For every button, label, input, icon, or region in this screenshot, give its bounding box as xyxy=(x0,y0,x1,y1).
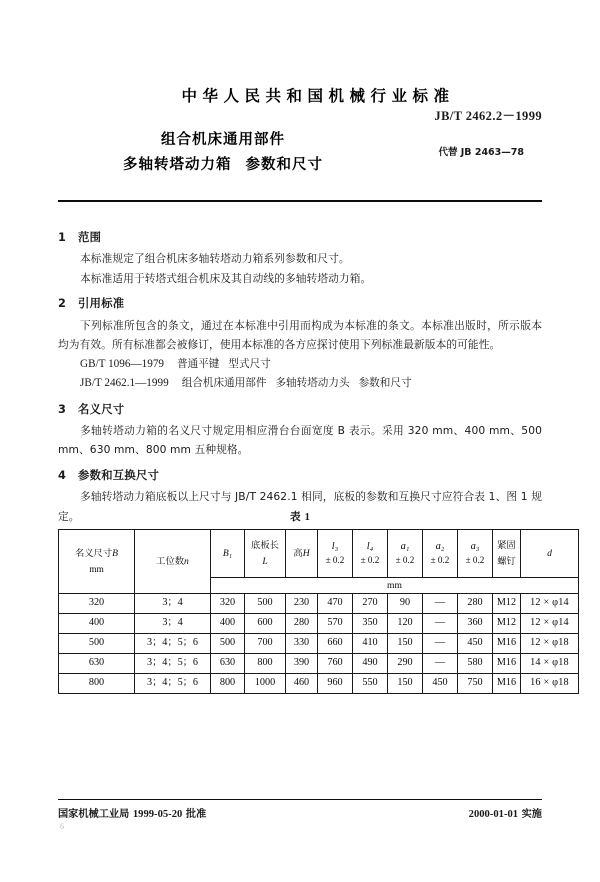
cell-d: 16 × φ18 xyxy=(521,674,579,694)
col-a1-tolerance: ± 0.2 xyxy=(395,555,415,566)
cell-station-count: 3；4；5；6 xyxy=(135,654,211,674)
section-title-4: 参数和互换尺寸 xyxy=(78,468,160,482)
table-caption xyxy=(58,509,542,524)
page-number: 6 xyxy=(60,822,64,831)
cell-l3: 960 xyxy=(318,674,353,694)
cell-station-count: 3；4 xyxy=(135,614,211,634)
cell-a3: 580 xyxy=(458,654,493,674)
cell-nominal-size: 500 xyxy=(59,634,135,654)
cell-l4: 350 xyxy=(353,614,388,634)
cell-station-count: 3；4 xyxy=(135,594,211,614)
section-1-paragraph-1: 本标准规定了组合机床多轴转塔动力箱系列参数和尺寸。 xyxy=(80,252,350,266)
cell-height: 390 xyxy=(286,654,318,674)
section-title-3: 名义尺寸 xyxy=(78,402,125,416)
footer-effective-date: 2000-01-01 xyxy=(468,809,519,820)
column-header-height xyxy=(286,530,318,578)
cell-l4: 550 xyxy=(353,674,388,694)
col-base-length-label: 底板长 xyxy=(251,539,279,551)
column-header-a1 xyxy=(388,530,423,578)
col-l3-tolerance: ± 0.2 xyxy=(325,555,345,566)
column-header-a3 xyxy=(458,530,493,578)
section-heading-2 xyxy=(58,294,542,313)
table-body xyxy=(59,594,579,694)
cell-station-count: 3；4；5；6 xyxy=(135,634,211,654)
document-title-line2a: 多轴转塔动力箱 xyxy=(123,157,232,173)
cell-l4: 410 xyxy=(353,634,388,654)
col-fastening-screw-label-2: 螺钉 xyxy=(497,555,516,567)
cell-nominal-size: 400 xyxy=(59,614,135,634)
table-row xyxy=(59,634,579,654)
reference-item-1 xyxy=(58,355,542,375)
footer-issuer: 国家机械工业局 xyxy=(58,809,130,820)
col-a2-symbol: a₂ xyxy=(435,541,445,553)
cell-nominal-size: 630 xyxy=(59,654,135,674)
cell-fastening-screw: M12 xyxy=(493,594,521,614)
cell-a2: — xyxy=(423,594,458,614)
cell-l3: 660 xyxy=(318,634,353,654)
table-caption-number: 1 xyxy=(304,512,310,523)
table-row xyxy=(59,594,579,614)
cell-fastening-screw: M16 xyxy=(493,634,521,654)
cell-nominal-size: 800 xyxy=(59,674,135,694)
column-header-d xyxy=(521,530,579,578)
reference-sub-1: 型式尺寸 xyxy=(228,357,271,370)
cell-a1: 290 xyxy=(388,654,423,674)
cell-a2: 450 xyxy=(423,674,458,694)
reference-code-2: JB/T 2462.1—1999 xyxy=(80,377,169,390)
section-1-paragraph-2: 本标准适用于转塔式组合机床及其自动线的多轴转塔动力箱。 xyxy=(80,271,372,285)
document-title-line1: 组合机床通用部件 xyxy=(161,132,285,148)
table-caption-label: 表 xyxy=(290,511,301,523)
col-fastening-screw-label-1: 紧固 xyxy=(497,539,516,551)
cell-a3: 750 xyxy=(458,674,493,694)
cell-fastening-screw: M16 xyxy=(493,654,521,674)
national-standard-title: 中华人民共和国机械行业标准 xyxy=(181,87,455,105)
col-nominal-size-symbol: B xyxy=(112,547,119,559)
cell-base-length: 800 xyxy=(245,654,286,674)
col-a3-tolerance: ± 0.2 xyxy=(465,555,485,566)
cell-a1: 150 xyxy=(388,634,423,654)
document-body xyxy=(58,222,542,526)
section-number-2: 2 xyxy=(58,297,67,311)
reference-name-2: 组合机床通用部件 xyxy=(181,377,267,390)
section-3-paragraph-1: 多轴转塔动力箱的名义尺寸规定用相应滑台台面宽度 B 表示。采用 320 mm、400 mm、500 mm、630 mm、800 mm 五种规格。 xyxy=(58,423,542,457)
cell-height: 330 xyxy=(286,634,318,654)
cell-a1: 90 xyxy=(388,594,423,614)
footer-divider-rule xyxy=(58,799,542,800)
column-header-fastening-screw xyxy=(493,530,521,578)
cell-nominal-size: 320 xyxy=(59,594,135,614)
cell-base-length: 1000 xyxy=(245,674,286,694)
col-d-symbol: d xyxy=(547,547,552,559)
cell-b1: 400 xyxy=(211,614,245,634)
col-a2-tolerance: ± 0.2 xyxy=(430,555,450,566)
section-2-paragraph-1: 下列标准所包含的条文，通过在本标准中引用而构成为本标准的条文。本标准出版时，所示版本均为有效。所有标准都会被修订，使用本标准的各方应探讨使用下列标准最新版本的可能性。 xyxy=(58,318,542,352)
table-header-row xyxy=(59,530,579,578)
specifications-table xyxy=(58,529,579,694)
section-heading-3 xyxy=(58,400,542,419)
reference-name-1: 普通平键 xyxy=(177,357,220,370)
masthead xyxy=(58,84,542,173)
cell-height: 460 xyxy=(286,674,318,694)
cell-a3: 360 xyxy=(458,614,493,634)
column-header-a2 xyxy=(423,530,458,578)
section-number-4: 4 xyxy=(58,468,67,482)
table-unit-mm: mm xyxy=(211,578,579,594)
document-footer xyxy=(58,805,542,820)
column-header-b1 xyxy=(211,530,245,578)
col-base-length-symbol: L xyxy=(262,555,268,567)
cell-b1: 630 xyxy=(211,654,245,674)
column-header-l4 xyxy=(353,530,388,578)
cell-a2: — xyxy=(423,654,458,674)
section-title-2: 引用标准 xyxy=(78,297,125,311)
cell-d: 14 × φ18 xyxy=(521,654,579,674)
section-title-1: 范围 xyxy=(78,231,102,244)
cell-station-count: 3；4；5；6 xyxy=(135,674,211,694)
footer-effective xyxy=(469,805,542,820)
col-nominal-size-label: 名义尺寸 xyxy=(74,547,113,559)
col-station-count-symbol: n xyxy=(184,555,189,567)
cell-b1: 500 xyxy=(211,634,245,654)
cell-fastening-screw: M12 xyxy=(493,614,521,634)
reference-item-2 xyxy=(58,374,542,394)
cell-d: 12 × φ18 xyxy=(521,634,579,654)
footer-approval xyxy=(58,805,206,820)
standard-code: JB/T 2462.2－1999 xyxy=(434,109,542,123)
cell-b1: 320 xyxy=(211,594,245,614)
col-l4-symbol: l₄ xyxy=(366,541,374,553)
section-heading-1 xyxy=(58,228,542,247)
cell-height: 230 xyxy=(286,594,318,614)
cell-a1: 150 xyxy=(388,674,423,694)
cell-d: 12 × φ14 xyxy=(521,614,579,634)
cell-a2: — xyxy=(423,634,458,654)
cell-base-length: 700 xyxy=(245,634,286,654)
col-l3-symbol: l₃ xyxy=(331,541,339,553)
document-title-line2b: 参数和尺寸 xyxy=(245,157,323,173)
footer-approve-date: 1999-05-20 xyxy=(132,809,183,820)
document-title xyxy=(58,128,388,178)
cell-height: 280 xyxy=(286,614,318,634)
cell-a2: — xyxy=(423,614,458,634)
cell-a1: 120 xyxy=(388,614,423,634)
replaces-note: 代替 JB 2463—78 xyxy=(438,147,524,158)
cell-b1: 800 xyxy=(211,674,245,694)
reference-code-1: GB/T 1096—1979 xyxy=(80,357,165,370)
column-header-nominal-size xyxy=(59,530,135,594)
table-row xyxy=(59,674,579,694)
reference-sub2-2: 参数和尺寸 xyxy=(358,377,412,390)
cell-fastening-screw: M16 xyxy=(493,674,521,694)
column-header-l3 xyxy=(318,530,353,578)
table-row xyxy=(59,614,579,634)
cell-a3: 280 xyxy=(458,594,493,614)
cell-a3: 450 xyxy=(458,634,493,654)
section-number-1: 1 xyxy=(58,231,67,244)
section-number-3: 3 xyxy=(58,402,67,416)
document-title-line2 xyxy=(58,153,388,178)
section-4-paragraph-1: 多轴转塔动力箱底板以上尺寸与 JB/T 2462.1 相同，底板的参数和互换尺寸应符合表 1、图 1 规定。 xyxy=(58,490,542,523)
cell-base-length: 600 xyxy=(245,614,286,634)
column-header-station-count xyxy=(135,530,211,594)
column-header-base-length xyxy=(245,530,286,578)
footer-effective-label: 实施 xyxy=(521,809,542,820)
reference-sub-2: 多轴转塔动力头 xyxy=(275,377,350,390)
col-a3-symbol: a₃ xyxy=(470,541,480,553)
cell-l4: 490 xyxy=(353,654,388,674)
cell-l3: 470 xyxy=(318,594,353,614)
cell-l3: 760 xyxy=(318,654,353,674)
cell-l3: 570 xyxy=(318,614,353,634)
section-heading-4 xyxy=(58,466,542,485)
footer-approve-label: 批准 xyxy=(185,809,207,820)
col-nominal-size-unit: mm xyxy=(89,564,104,575)
col-l4-tolerance: ± 0.2 xyxy=(360,555,380,566)
header-divider-rule xyxy=(58,200,542,202)
cell-l4: 270 xyxy=(353,594,388,614)
cell-base-length: 500 xyxy=(245,594,286,614)
col-b1-symbol: B₁ xyxy=(222,547,233,559)
table-row xyxy=(59,654,579,674)
col-a1-symbol: a₁ xyxy=(400,541,410,553)
cell-d: 12 × φ14 xyxy=(521,594,579,614)
col-station-count-label: 工位数 xyxy=(156,555,185,567)
col-height-symbol: H xyxy=(302,547,310,559)
col-height-label: 高 xyxy=(293,547,303,559)
